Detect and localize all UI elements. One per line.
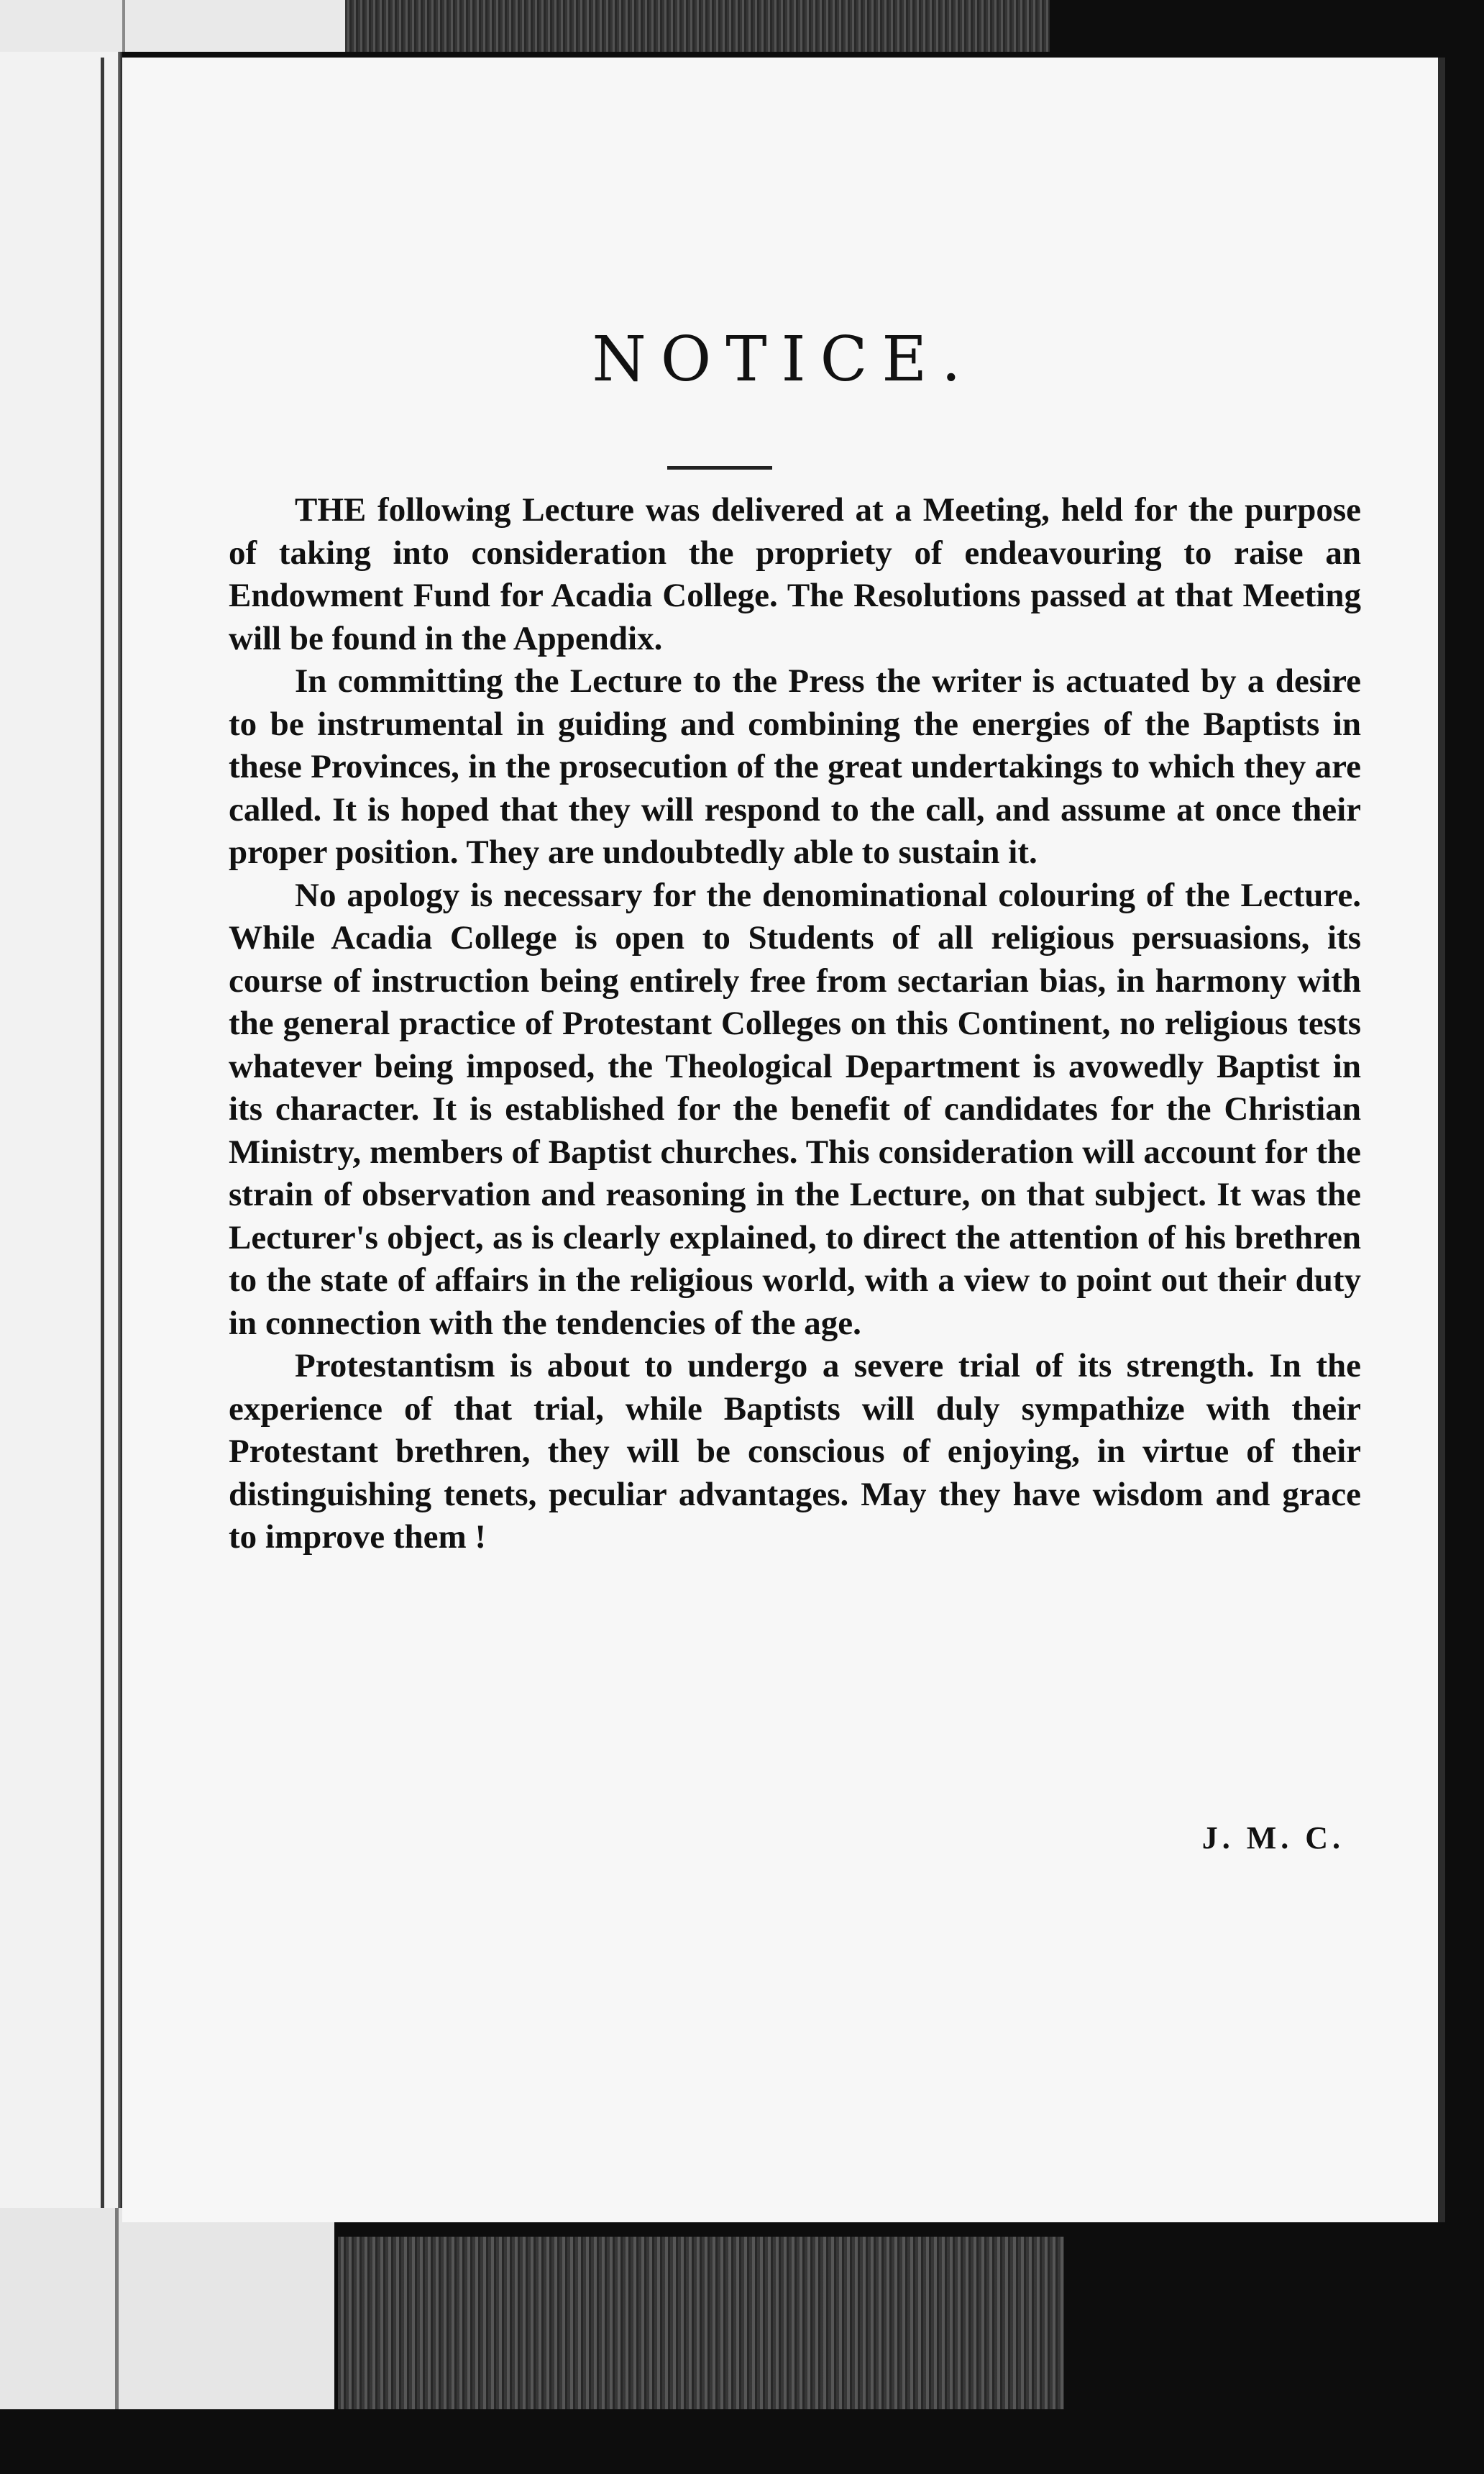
page-title: NOTICE. xyxy=(592,324,976,396)
scan-border-bottom-left xyxy=(0,2208,334,2409)
scan-border-top xyxy=(345,0,1050,52)
page-binding-edge xyxy=(101,58,104,2208)
document-page xyxy=(122,58,1445,2222)
paragraph-1: THE following Lecture was delivered at a Meeting, held for the purpose of taking into consideration the propriety of endeavouring to raise an Endowment Fund for Acadia College. The Resolutions passed at that Meeting will be found in the Appendix. xyxy=(229,491,1361,657)
scan-border-bottom xyxy=(338,2237,1064,2409)
notice-body xyxy=(229,489,1361,1559)
author-initials: J. M. C. xyxy=(1201,1820,1345,1856)
paragraph-2: In committing the Lecture to the Press the writer is actuated by a desire to be instrumental in guiding and combining the energies of the Baptists in these Provinces, in the prosecution of the great undertakings to which they are called. It is hoped that they will respond to the call, and assume at once their proper position. They are undoubtedly able to sustain it. xyxy=(229,662,1361,871)
paragraph-3: No apology is necessary for the denominational colouring of the Lecture. While Acadia College is open to Students of all religious persuasions, its course of instruction being entirely free from sectarian bias, in harmony with the general practice of Protestant Colleges on this Continent, no religious tests whatever being imposed, the Theological Department is avowedly Baptist in its character. It is established for the benefit of candidates for the Christian Ministry, members of Baptist churches. This consideration will account for the strain of observation and reasoning in the Lecture, on that subject. It was the Lecturer's object, as is clearly explained, to direct the attention of his brethren to the state of affairs in the religious world, with a view to point out their duty in connection with the tendencies of the age. xyxy=(229,876,1361,1342)
title-divider xyxy=(667,466,772,470)
paragraph-4: Protestantism is about to undergo a severe trial of its strength. In the experience of that trial, while Baptists will duly sympathize with their Protestant brethren, they will be conscious of enjoying, in virtue of their distinguishing tenets, peculiar advantages. May they have wisdom and grace to improve them ! xyxy=(229,1347,1361,1556)
scan-border-top-left xyxy=(0,0,345,52)
